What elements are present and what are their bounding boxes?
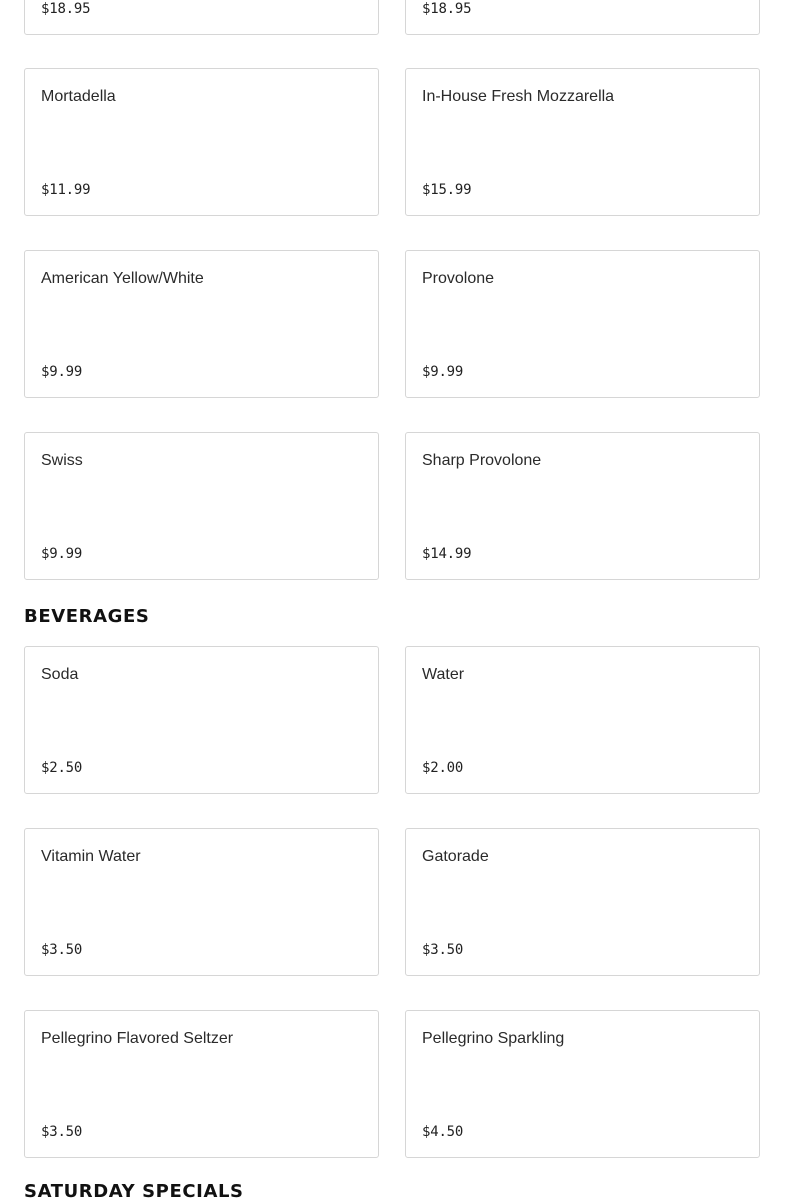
menu-item-name: Swiss	[41, 452, 83, 469]
menu-item-name: Mortadella	[41, 88, 116, 105]
menu-item-card[interactable]	[24, 250, 379, 398]
menu-item-price: $3.50	[41, 942, 83, 958]
menu-item-card[interactable]	[405, 68, 760, 216]
section-title-beverages: BEVERAGES	[24, 606, 150, 627]
menu-item-card[interactable]	[405, 646, 760, 794]
menu-item-card[interactable]	[405, 0, 760, 35]
menu-item-name: Gatorade	[422, 848, 489, 865]
menu-item-card[interactable]	[24, 68, 379, 216]
menu-item-card[interactable]	[405, 250, 760, 398]
menu-item-name: Vitamin Water	[41, 848, 141, 865]
menu-item-card[interactable]	[24, 0, 379, 35]
menu-item-price: $2.50	[41, 760, 83, 776]
menu-item-price: $18.95	[41, 1, 91, 17]
menu-item-name: Pellegrino Flavored Seltzer	[41, 1030, 234, 1047]
menu-item-price: $4.50	[422, 1124, 464, 1140]
menu-item-card[interactable]	[24, 1010, 379, 1158]
menu-item-name: Sharp Provolone	[422, 452, 542, 469]
menu-item-name: Water	[422, 666, 465, 683]
menu-item-name: Provolone	[422, 270, 495, 287]
menu-item-price: $9.99	[41, 546, 83, 562]
menu-item-price: $15.99	[422, 182, 472, 198]
menu-item-card[interactable]	[24, 828, 379, 976]
section-title-saturday-specials: SATURDAY SPECIALS	[24, 1181, 244, 1202]
menu-item-name: American Yellow/White	[41, 270, 204, 287]
menu-item-price: $11.99	[41, 182, 91, 198]
menu-item-name: Soda	[41, 666, 79, 683]
menu-item-card[interactable]	[24, 646, 379, 794]
menu-item-price: $3.50	[422, 942, 464, 958]
menu-item-card[interactable]	[405, 828, 760, 976]
menu-item-name: Pellegrino Sparkling	[422, 1030, 565, 1047]
menu-item-price: $9.99	[422, 364, 464, 380]
menu-item-price: $14.99	[422, 546, 472, 562]
menu-item-price: $2.00	[422, 760, 464, 776]
menu-item-name: In-House Fresh Mozzarella	[422, 88, 615, 105]
menu-item-card[interactable]	[24, 432, 379, 580]
menu-item-card[interactable]	[405, 1010, 760, 1158]
menu-item-card[interactable]	[405, 432, 760, 580]
menu-item-price: $9.99	[41, 364, 83, 380]
menu-item-price: $18.95	[422, 1, 472, 17]
menu-item-price: $3.50	[41, 1124, 83, 1140]
